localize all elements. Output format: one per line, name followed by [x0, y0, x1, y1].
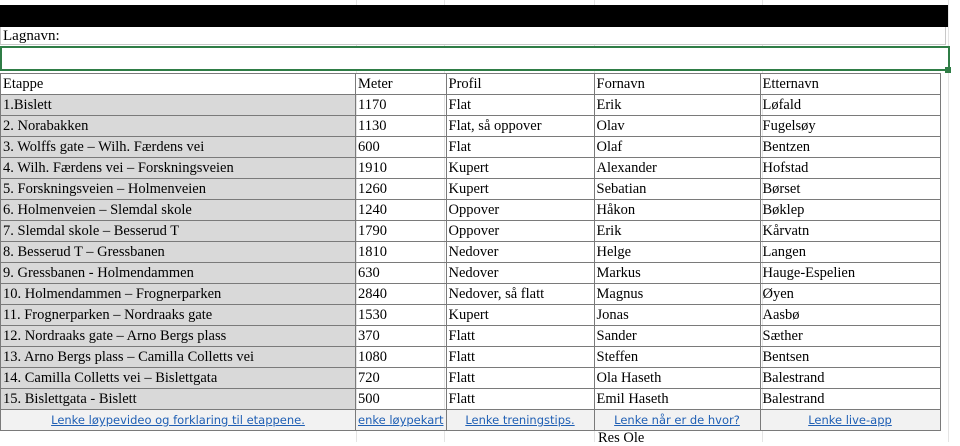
cell-profil[interactable]: Oppover	[446, 221, 594, 242]
cell-fornavn[interactable]: Erik	[594, 221, 760, 242]
cell-profil[interactable]: Flatt	[446, 389, 594, 410]
cell-etappe[interactable]: 2. Norabakken	[1, 116, 356, 137]
header-profil[interactable]: Profil	[446, 74, 594, 95]
cell-etappe[interactable]: 10. Holmendammen – Frognerparken	[1, 284, 356, 305]
cell-etternavn[interactable]: Bentzen	[760, 137, 940, 158]
table-row	[1, 305, 941, 326]
cell-profil[interactable]: Oppover	[446, 200, 594, 221]
cell-profil[interactable]: Flatt	[446, 326, 594, 347]
table-row	[1, 179, 941, 200]
cell-etappe[interactable]: 14. Camilla Colletts vei – Bislettgata	[1, 368, 356, 389]
team-name-label: Lagnavn:	[0, 27, 946, 45]
cell-meter[interactable]: 1240	[356, 200, 447, 221]
cell-fornavn[interactable]: Emil Haseth	[594, 389, 760, 410]
cell-meter[interactable]: 600	[356, 137, 447, 158]
cell-profil[interactable]: Kupert	[446, 158, 594, 179]
cell-etternavn[interactable]: Aasbø	[760, 305, 940, 326]
cell-fornavn[interactable]: Alexander	[594, 158, 760, 179]
cell-meter[interactable]: 2840	[356, 284, 447, 305]
cell-etappe[interactable]: 8. Besserud T – Gressbanen	[1, 242, 356, 263]
table-row	[1, 95, 941, 116]
cell-meter[interactable]: 500	[356, 389, 447, 410]
cell-profil[interactable]: Flat	[446, 95, 594, 116]
table-row	[1, 389, 941, 410]
cell-etternavn[interactable]: Hauge-Espelien	[760, 263, 940, 284]
cell-profil[interactable]: Flatt	[446, 347, 594, 368]
table-row	[1, 200, 941, 221]
cell-etappe[interactable]: 7. Slemdal skole – Besserud T	[1, 221, 356, 242]
cell-fornavn[interactable]: Olaf	[594, 137, 760, 158]
cell-etternavn[interactable]: Bentsen	[760, 347, 940, 368]
cell-etappe[interactable]: 1.Bislett	[1, 95, 356, 116]
cell-meter[interactable]: 1080	[356, 347, 447, 368]
cell-meter[interactable]: 1910	[356, 158, 447, 179]
relay-table	[0, 73, 941, 431]
cell-etappe[interactable]: 9. Gressbanen - Holmendammen	[1, 263, 356, 284]
cell-fornavn[interactable]: Steffen	[594, 347, 760, 368]
cell-etappe[interactable]: 11. Frognerparken – Nordraaks gate	[1, 305, 356, 326]
cell-meter[interactable]: 1170	[356, 95, 447, 116]
cell-profil[interactable]: Flat	[446, 137, 594, 158]
cell-etternavn[interactable]: Langen	[760, 242, 940, 263]
cell-profil[interactable]: Kupert	[446, 179, 594, 200]
cell-profil[interactable]: Nedover, så flatt	[446, 284, 594, 305]
table-row	[1, 326, 941, 347]
links-row	[1, 410, 941, 431]
cell-etternavn[interactable]: Hofstad	[760, 158, 940, 179]
link-live-app[interactable]: Lenke live-app	[760, 410, 940, 431]
cell-meter[interactable]: 630	[356, 263, 447, 284]
cell-fornavn[interactable]: Jonas	[594, 305, 760, 326]
header-etternavn[interactable]: Etternavn	[760, 74, 940, 95]
cell-fornavn[interactable]: Sebatian	[594, 179, 760, 200]
link-route-map[interactable]: enke løypekart	[356, 410, 447, 431]
cell-etappe[interactable]: 5. Forskningsveien – Holmenveien	[1, 179, 356, 200]
cell-fornavn[interactable]: Markus	[594, 263, 760, 284]
cell-fornavn[interactable]: Erik	[594, 95, 760, 116]
table-row	[1, 242, 941, 263]
cell-meter[interactable]: 1260	[356, 179, 447, 200]
table-row	[1, 158, 941, 179]
cell-etternavn[interactable]: Bøklep	[760, 200, 940, 221]
cell-etternavn[interactable]: Balestrand	[760, 368, 940, 389]
table-row	[1, 284, 941, 305]
selection-fill-handle[interactable]	[945, 67, 951, 73]
cell-etternavn[interactable]: Børset	[760, 179, 940, 200]
team-name-input[interactable]	[0, 46, 950, 71]
cell-etappe[interactable]: 15. Bislettgata - Bislett	[1, 389, 356, 410]
link-where-when[interactable]: Lenke når er de hvor?	[594, 410, 760, 431]
header-etappe[interactable]: Etappe	[1, 74, 356, 95]
cell-etternavn[interactable]: Sæther	[760, 326, 940, 347]
cell-fornavn[interactable]: Håkon	[594, 200, 760, 221]
cell-profil[interactable]: Nedover	[446, 263, 594, 284]
table-row	[1, 368, 941, 389]
cell-profil[interactable]: Flat, så oppover	[446, 116, 594, 137]
cell-etternavn[interactable]: Kårvatn	[760, 221, 940, 242]
header-black-bar	[0, 5, 948, 27]
cell-etappe[interactable]: 3. Wolffs gate – Wilh. Færdens vei	[1, 137, 356, 158]
cell-etappe[interactable]: 13. Arno Bergs plass – Camilla Colletts vei	[1, 347, 356, 368]
cell-etternavn[interactable]: Løfald	[760, 95, 940, 116]
cell-profil[interactable]: Kupert	[446, 305, 594, 326]
table-row	[1, 221, 941, 242]
cell-etternavn[interactable]: Øyen	[760, 284, 940, 305]
cell-fornavn[interactable]: Ola Haseth	[594, 368, 760, 389]
link-route-video[interactable]: Lenke løypevideo og forklaring til etappene.	[1, 410, 356, 431]
cell-meter[interactable]: 1530	[356, 305, 447, 326]
cell-profil[interactable]: Flatt	[446, 368, 594, 389]
cell-meter[interactable]: 370	[356, 326, 447, 347]
table-row	[1, 263, 941, 284]
cell-etappe[interactable]: 4. Wilh. Færdens vei – Forskningsveien	[1, 158, 356, 179]
link-training-tips[interactable]: Lenke treningstips.	[446, 410, 594, 431]
cell-etappe[interactable]: 6. Holmenveien – Slemdal skole	[1, 200, 356, 221]
cell-etternavn[interactable]: Balestrand	[760, 389, 940, 410]
cell-fornavn[interactable]: Sander	[594, 326, 760, 347]
table-row	[1, 137, 941, 158]
cell-meter[interactable]: 1790	[356, 221, 447, 242]
header-meter[interactable]: Meter	[356, 74, 447, 95]
cell-meter[interactable]: 1810	[356, 242, 447, 263]
cell-fornavn[interactable]: Magnus	[594, 284, 760, 305]
cell-fornavn[interactable]: Helge	[594, 242, 760, 263]
header-row	[1, 74, 941, 95]
table-row	[1, 347, 941, 368]
table-row	[1, 116, 941, 137]
cell-etternavn[interactable]: Fugelsøy	[760, 116, 940, 137]
reserve-cell[interactable]: Res Ole	[598, 430, 645, 446]
header-fornavn[interactable]: Fornavn	[594, 74, 760, 95]
cell-fornavn[interactable]: Olav	[594, 116, 760, 137]
cell-etappe[interactable]: 12. Nordraaks gate – Arno Bergs plass	[1, 326, 356, 347]
cell-meter[interactable]: 720	[356, 368, 447, 389]
cell-meter[interactable]: 1130	[356, 116, 447, 137]
cell-profil[interactable]: Nedover	[446, 242, 594, 263]
